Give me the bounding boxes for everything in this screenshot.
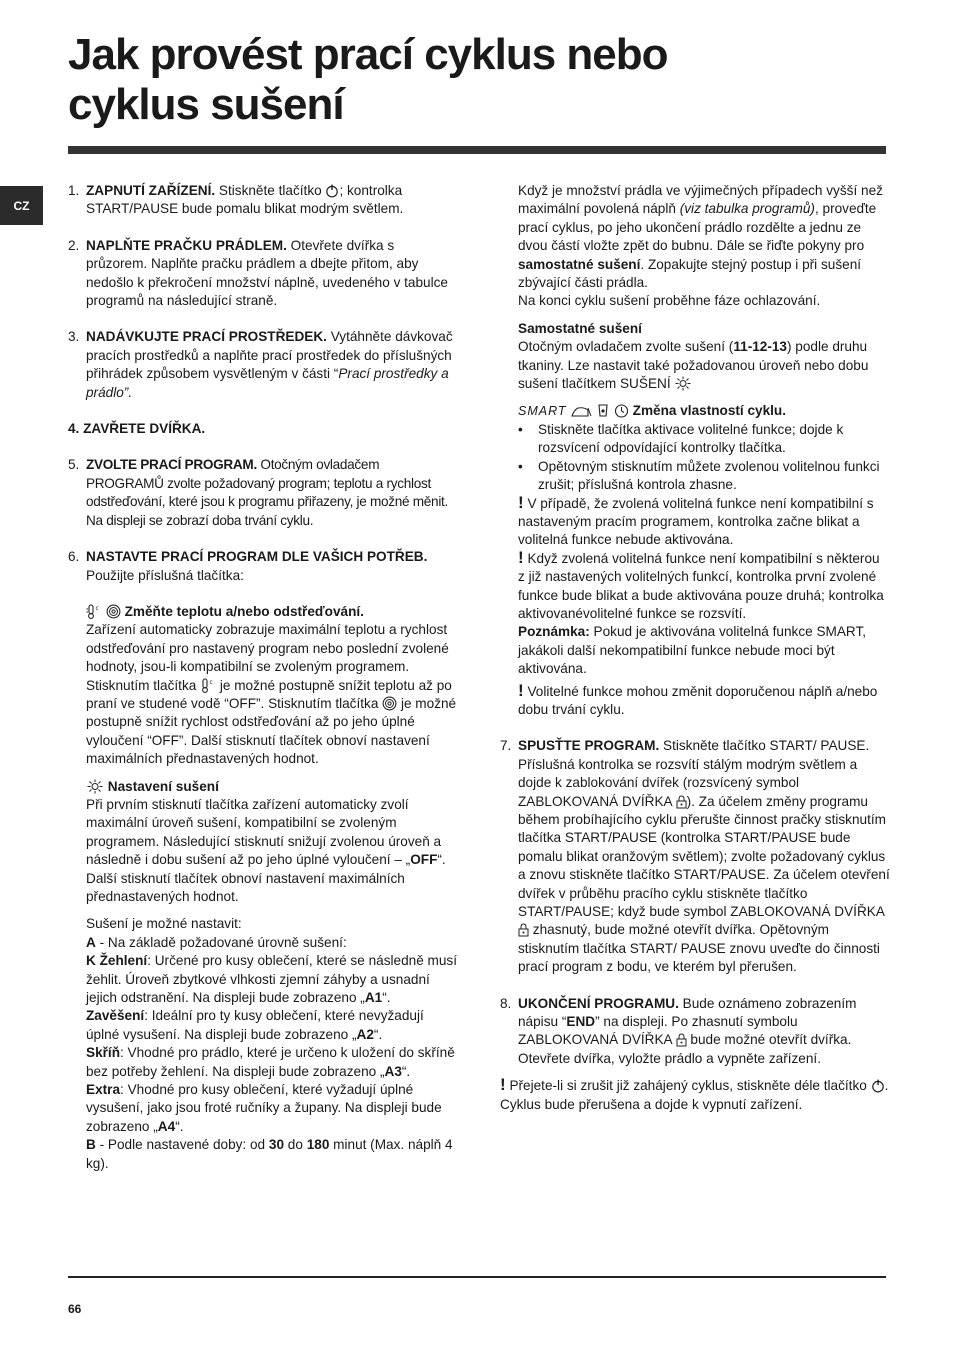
smart-label: SMART [518, 404, 567, 419]
step-1: 1. ZAPNUTÍ ZAŘÍZENÍ. Stiskněte tlačítko ; kontrolka START/PAUSE bude pomalu blikat modrým světlem. [68, 182, 458, 219]
cooling-note: Na konci cyklu sušení proběhne fáze ochlazování. [518, 293, 821, 309]
options-heading: SMART Změna vlastností cyklu. [518, 403, 787, 419]
step-5-text: ZVOLTE PRACÍ PROGRAM. Otočným ovladačem PROGRAMŮ zvolte požadovaný program; teplotu a rychlost odstřeďování, které jsou k programu přiřazeny, je možné měnit. Na displeji se zobrazí doba trvání cyklu. [86, 457, 448, 528]
spin-icon [382, 696, 397, 711]
step-8: 8. UKONČENÍ PROGRAMU. Bude oznámeno zobrazením nápisu “END” na displeji. Po zhasnutí symbolu ZABLOKOVANÁ DVÍŘKA bude možné otevřít dvířka. Otevřete dvířka, vyložte prádlo a vypněte zařízení. [500, 995, 890, 1069]
left-column [68, 182, 458, 1173]
timer-icon [614, 403, 629, 418]
lock-icon [676, 795, 687, 809]
title-line-2: cyklus sušení [68, 80, 344, 129]
temperature-icon [200, 678, 216, 693]
step-7: 7. SPUSŤTE PROGRAM. Stiskněte tlačítko START/ PAUSE. Příslušná kontrolka se rozsvítí stálým modrým světlem a dojde k zablokování dvířek (rozsvícený symbol ZABLOKOVANÁ DVÍŘKA ). Za účelem změny programu během probíhajícího cyklu přerušte činnost pračky stisknutím tlačítka START/PAUSE (kontrolka START/PAUSE bude pomalu blikat oranžovým světlem); zvolte požadovaný cyklus a znovu stiskněte tlačítko START/PAUSE. Za účelem otevření dvířek v průběhu pracího cyklu stiskněte tlačítko START/PAUSE; když bude symbol ZABLOKOVANÁ DVÍŘKA zhasnutý, bude možné otevřít dvířka. Opětovným stisknutím tlačítka START/ PAUSE znovu uveďte do činnosti prací program z bodu, ve kterém byl přerušen. [500, 737, 890, 976]
stain-icon [596, 403, 610, 418]
step-2-text: NAPLŇTE PRAČKU PRÁDLEM. Otevřete dvířka s průzorem. Naplňte pračku prádlem a dbejte přitom, aby nedošlo k překročení množství náplně, uvedeného v tabulce programů na následující straně. [86, 237, 448, 309]
warning-icon: ! [518, 547, 524, 567]
warning-load-change: ! Volitelné funkce mohou změnit doporučenou náplň a/nebo dobu trvání cyklu. [518, 680, 878, 717]
lock-icon [676, 1033, 687, 1047]
option-extra: Extra: Vhodné pro kusy oblečení, které vyžadují úplné vysušení, jako jsou froté ručníky a župany. Na displeji bude zobrazeno „A4“. [86, 1082, 442, 1134]
power-icon [325, 184, 339, 198]
step-3-text: NADÁVKUJTE PRACÍ PROSTŘEDEK. Vytáhněte dávkovač pracích prostředků a naplňte prací prostředek do příslušných přihrádek způsobem vysvětleným v části “Prací prostředky a prádlo”. [86, 329, 453, 400]
warning-incompatible-program: ! V případě, že zvolená volitelná funkce není kompatibilní s nastaveným pracím programem, kontrolka začne blikat a volitelná funkce nebude aktivována. [518, 492, 874, 548]
list-item: • Opětovným stisknutím můžete zvolenou volitelnou funkci zrušit; příslušná kontrola zhasne. [518, 458, 880, 493]
spin-icon [106, 604, 121, 619]
svg-text:c: c [209, 678, 213, 686]
drying-options-intro: Sušení je možné nastavit: [86, 916, 242, 932]
overload-paragraph: Když je množství prádla ve výjimečných případech vyšší než maximální povolená náplň (viz tabulka programů), proveďte prací cyklus, po jeho ukončení prádlo rozdělte a jednu ze dvou částí vložte zpět do bubnu. Dále se řiďte pokyny pro samostatné sušení. Zopakujte stejný postup i při sušení zbývající části prádla. [518, 183, 883, 291]
step-1-text: ZAPNUTÍ ZAŘÍZENÍ. Stiskněte tlačítko ; kontrolka START/PAUSE bude pomalu blikat modrým světlem. [86, 183, 404, 217]
power-icon [871, 1079, 885, 1093]
temp-spin-text: Zařízení automaticky zobrazuje maximální teplotu a rychlost odstřeďování pro nastavený program nebo poslední zvolené hodnoty, jsou-li kompatibilní se zvoleným programem. Stisknutím tlačítka c je možné postupně snížit teplotu až po praní ve studené vodě “OFF”. Stisknutím tlačítka je možné postupně snížit rychlost odstřeďování až po jeho úplné vyloučení “OFF”. Další stisknutí tlačítek obnoví nastavení maximálních přednastavených hodnot. [86, 622, 457, 767]
separate-drying-heading: Samostatné sušení [518, 320, 642, 336]
right-column [500, 182, 890, 1114]
list-item: • Stiskněte tlačítka aktivace volitelné funkce; dojde k rozsvícení odpovídající kontrolky tlačítka. [518, 421, 844, 456]
warning-cancel-cycle: ! Přejete-li si zrušit již zahájený cyklus, stiskněte déle tlačítko . Cyklus bude přerušena a dojde k vypnutí zařízení. [500, 1075, 889, 1112]
drying-icon [86, 779, 104, 794]
smart-note: Poznámka: Pokud je aktivována volitelná funkce SMART, jakákoli další nekompatibilní funkce nebude moci být aktivována. [518, 624, 867, 677]
step-5: 5. ZVOLTE PRACÍ PROGRAM. Otočným ovladačem PROGRAMŮ zvolte požadovaný program; teplotu a rychlost odstřeďování, které jsou k programu přiřazeny, je možné měnit. Na displeji se zobrazí doba trvání cyklu. [68, 456, 458, 530]
option-b-time: B - Podle nastavené doby: od 30 do 180 minut (Max. náplň 4 kg). [86, 1137, 453, 1171]
step-3: 3. NADÁVKUJTE PRACÍ PROSTŘEDEK. Vytáhněte dávkovač pracích prostředků a naplňte prací prostředek do příslušných přihrádek způsobem vysvětleným v části “Prací prostředky a prádlo”. [68, 328, 458, 402]
iron-icon [570, 404, 592, 418]
drying-text: Při prvním stisknutí tlačítka zařízení automaticky zvolí maximální úroveň sušení, kompatibilní se zvoleným programem. Následující stisknutí snižují zvolenou úroveň a následně i dobu sušení až po jeho úplné vyloučení – „OFF“. Další stisknutí tlačítek obnoví nastavení maximálních přednastavených hodnot. [86, 796, 446, 904]
option-a: A - Na základě požadované úrovně sušení: [86, 934, 347, 950]
step-6-text: NASTAVTE PRACÍ PROGRAM DLE VAŠICH POTŘEB. Použijte příslušná tlačítka: [86, 549, 428, 583]
warning-icon: ! [500, 1075, 506, 1095]
warning-icon: ! [518, 492, 524, 512]
step-6: 6. NASTAVTE PRACÍ PROGRAM DLE VAŠICH POTŘEB. Použijte příslušná tlačítka: c Změňte teplotu a/nebo odstřeďování. Zařízení automaticky zobrazuje maximální teplotu a rychlost odstřeďování pro nastavený program nebo poslední zvolené hodnoty, jsou-li kompatibilní se zvoleným programem. Stisknutím tlačítka c je možné postupně snížit teplotu až po praní ve studené vodě “OFF”. Stisknutím tlačítka je možné postupně snížit rychlost odstřeďování až po jeho úplné vyloučení “OFF”. Další stisknutí tlačítek obnoví nastavení maximálních přednastavených hodnot. Nastavení sušení Při prvním stisknutí tlačítka zařízení automaticky zvolí maximální úroveň sušení, kompatibilní se zvoleným programem. Následující stisknutí snižují zvolenou úroveň a následně i dobu sušení až po jeho úplné vyloučení – „OFF“. Další stisknutí tlačítek obnoví nastavení maximálních přednastavených hodnot. Sušení je možné nastavit: A - Na základě požadované úrovně sušení: K Žehlení: Určené pro kusy oblečení, které se následně musí žehlit. Úroveň zbytkové vlhkosti zjemní záhyby a usnadní jejich odstranění. Na displeji bude zobrazeno „A1“. Zavěšení: Ideální pro ty kusy oblečení, které nevyžadují úplné vysušení. Na displeji bude zobrazeno „A2“. Skříň: Vhodné pro prádlo, které je určeno k uložení do skříně bez potřeby žehlení. Na displeji bude zobrazeno „A3“. Extra: Vhodné pro kusy oblečení, které vyžadují úplné vysušení, jako jsou froté ručníky a župany. Na displeji bude zobrazeno „A4“. B - Podle nastavené doby: od 30 do 180 minut (Max. náplň 4 kg). [68, 548, 458, 1173]
warning-icon: ! [518, 680, 524, 700]
option-hanging: Zavěšení: Ideální pro ty kusy oblečení, které nevyžadují úplné vysušení. Na displeji bude zobrazeno „A2“. [86, 1008, 424, 1042]
title-rule [68, 146, 886, 154]
temp-spin-heading: c Změňte teplotu a/nebo odstřeďování. [86, 603, 458, 621]
footer-rule [68, 1276, 886, 1278]
step-4: 4. ZAVŘETE DVÍŘKA. [68, 421, 206, 437]
svg-text:c: c [95, 604, 99, 612]
separate-drying-text: Otočným ovladačem zvolte sušení (11-12-13) podle druhu tkaniny. Lze nastavit také požadovanou úroveň nebo dobu sušení tlačítkem SUŠENÍ [518, 339, 869, 392]
drying-heading: Nastavení sušení [86, 778, 458, 796]
step-8-text: UKONČENÍ PROGRAMU. Bude oznámeno zobrazením nápisu “END” na displeji. Po zhasnutí symbolu ZABLOKOVANÁ DVÍŘKA bude možné otevřít dvířka. Otevřete dvířka, vyložte prádlo a vypněte zařízení. [518, 995, 857, 1066]
language-tab: CZ [0, 186, 43, 225]
lock-icon [518, 923, 529, 937]
page-number: 66 [68, 1302, 82, 1316]
drying-icon [674, 376, 692, 391]
option-k-ironing: K Žehlení: Určené pro kusy oblečení, které se následně musí žehlit. Úroveň zbytkové vlhkosti zjemní záhyby a usnadní jejich odstranění. Na displeji bude zobrazeno „A1“. [86, 953, 457, 1006]
warning-incompatible-option: ! Když zvolená volitelná funkce není kompatibilní s některou z již nastavených volitelných funkcí, kontrolka první zvolené funkce bude blikat a bude aktivována pouze druhá; kontrolka aktivovanévolitelné funkce se rozsvítí. [518, 547, 884, 621]
step-2: 2. NAPLŇTE PRAČKU PRÁDLEM. Otevřete dvířka s průzorem. Naplňte pračku prádlem a dbejte přitom, aby nedošlo k překročení množství náplně, uvedeného v tabulce programů na následující straně. [68, 237, 458, 311]
title-line-1: Jak provést prací cyklus nebo [68, 30, 668, 79]
temperature-icon [86, 604, 102, 619]
step-7-text: SPUSŤTE PROGRAM. Stiskněte tlačítko START/ PAUSE. Příslušná kontrolka se rozsvítí stálým modrým světlem a dojde k zablokování dvířek (rozsvícený symbol ZABLOKOVANÁ DVÍŘKA ). Za účelem změny programu během probíhajícího cyklu přerušte činnost pračky stisknutím tlačítka START/PAUSE (kontrolka START/PAUSE bude pomalu blikat oranžovým světlem); zvolte požadovaný cyklus a znovu stiskněte tlačítko START/PAUSE. Za účelem otevření dvířek v průběhu pracího cyklu stiskněte tlačítko START/PAUSE; když bude symbol ZABLOKOVANÁ DVÍŘKA zhasnutý, bude možné otevřít dvířka. Opětovným stisknutím tlačítka START/ PAUSE znovu uveďte do činnosti prací program z bodu, ve kterém byl přerušen. [518, 738, 890, 975]
page-title [68, 30, 908, 130]
option-cupboard: Skříň: Vhodné pro prádlo, které je určeno k uložení do skříně bez potřeby žehlení. Na displeji bude zobrazeno „A3“. [86, 1045, 455, 1079]
